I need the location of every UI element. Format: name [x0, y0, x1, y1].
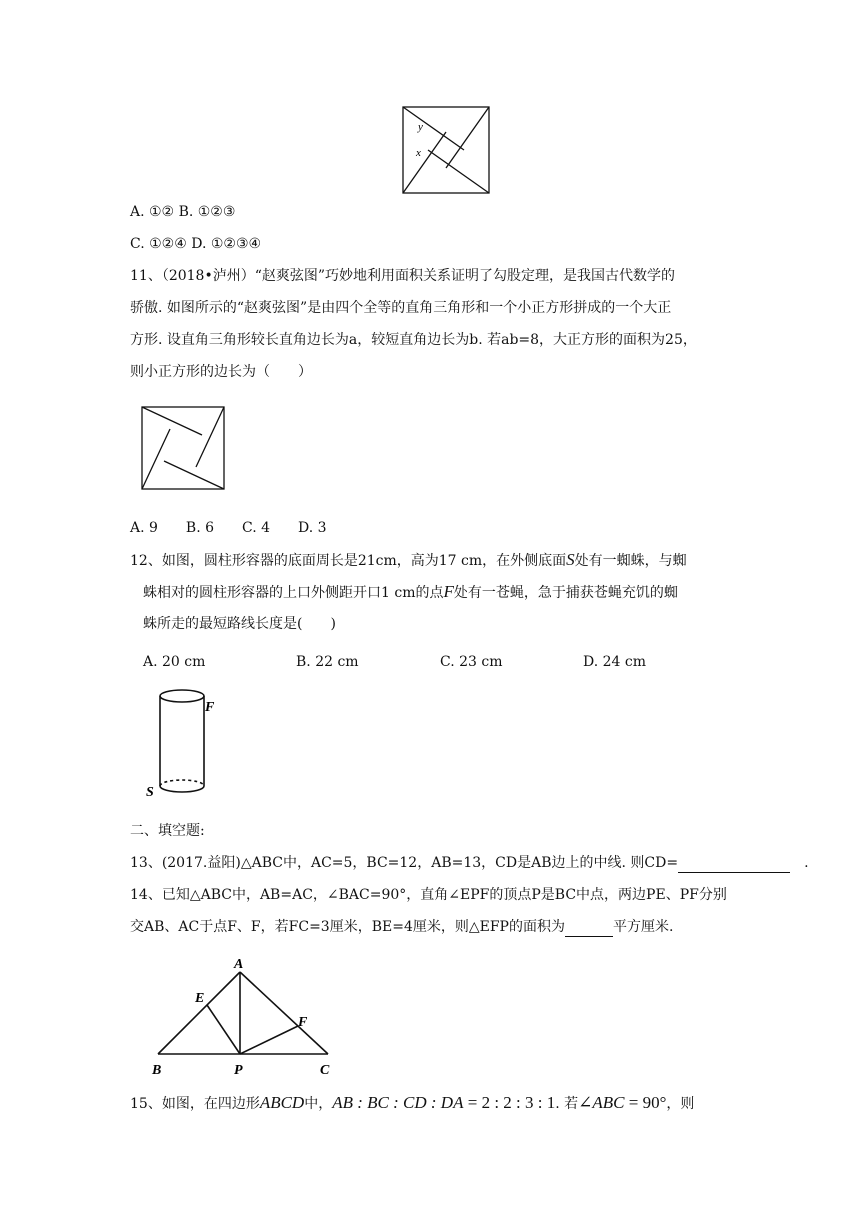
q12-line1-b: 处有一蜘蛛，与蜘: [574, 553, 687, 569]
q15-mid: 中，: [304, 1096, 333, 1112]
q15-ratio-rhs: = 2 : 2 : 3 : 1: [463, 1093, 556, 1112]
cylinder-figure: [142, 684, 226, 804]
q12-option-c: C. 23 cm: [440, 654, 503, 670]
q14-line1: 14、已知△ABC中，AB=AC，∠BAC=90°，直角∠EPF的顶点P是BC中点，两边PE、PF分别: [130, 887, 727, 903]
q10-options-row1: A. ①② B. ①②③: [130, 204, 236, 220]
cylinder-label-f: F: [205, 700, 215, 715]
vertex-p: P: [234, 1063, 243, 1078]
q13-end: .: [804, 855, 809, 871]
q15-cond-prefix: . 若: [555, 1096, 579, 1112]
q14-line2-a: 交AB、AC于点F、F，若FC=3厘米，BE=4厘米，则△EFP的面积为: [130, 919, 565, 935]
triangle-abc-figure: [148, 952, 338, 1078]
q11-line4: 则小正方形的边长为（ ）: [130, 364, 312, 380]
q12-option-b: B. 22 cm: [296, 654, 359, 670]
q11-line3: 方形. 设直角三角形较长直角边长为a，较短直角边长为b. 若ab=8，大正方形的面积为25，: [130, 332, 697, 348]
q15-angle-val: = 90°: [624, 1093, 667, 1112]
vertex-a: A: [234, 957, 244, 972]
q14-line2: [130, 917, 673, 937]
var-s: S: [566, 550, 575, 569]
pinwheel-square-figure: [400, 104, 492, 196]
label-x: x: [416, 147, 421, 159]
q12-line2: [143, 582, 678, 603]
vertex-f: F: [298, 1015, 308, 1030]
q12-line1: [130, 550, 687, 571]
q12-line3: 蛛所走的最短路线长度是( ): [143, 616, 336, 632]
q13-line: [130, 853, 809, 873]
q12-line1-a: 12、如图，圆柱形容器的底面周长是21cm，高为17 cm，在外侧底面: [130, 553, 567, 569]
q15-prefix: 15、如图，在四边形: [130, 1096, 260, 1112]
q15-quad: ABCD: [259, 1093, 305, 1112]
zhao-shuang-figure: [140, 405, 226, 491]
section-fill-in-title: 二、填空题:: [130, 823, 205, 839]
q12-line2-b: 处有一苍蝇，急于捕获苍蝇充饥的蜘: [453, 585, 678, 601]
q15-ratio-lhs: AB : BC : CD : DA: [332, 1093, 464, 1112]
q11-line2: 骄傲. 如图所示的“赵爽弦图”是由四个全等的直角三角形和一个小正方形拼成的一个大正: [130, 300, 672, 316]
label-y: y: [418, 121, 423, 133]
q12-option-d: D. 24 cm: [583, 654, 647, 670]
q13-answer-blank[interactable]: [678, 854, 790, 873]
q10-options-row2: C. ①②④ D. ①②③④: [130, 236, 262, 252]
vertex-c: C: [320, 1063, 330, 1078]
q15-angle: ∠ABC: [578, 1093, 625, 1112]
q13-text: 13、(2017.益阳)△ABC中，AC=5，BC=12，AB=13，CD是AB边上的中线. 则CD=: [130, 855, 679, 871]
q14-line2-b: 平方厘米.: [612, 919, 674, 935]
var-f: F: [443, 582, 454, 601]
cylinder-label-s: S: [146, 785, 154, 800]
q11-line1: 11、（2018•泸州）“赵爽弦图”巧妙地利用面积关系证明了勾股定理，是我国古代数学的: [130, 268, 676, 284]
q15-end: ，则: [666, 1096, 695, 1112]
q11-options: A. 9 B. 6 C. 4 D. 3: [130, 520, 327, 536]
vertex-b: B: [152, 1063, 162, 1078]
q15-line1: [130, 1091, 694, 1116]
q14-answer-blank[interactable]: [565, 918, 613, 937]
q12-option-a: A. 20 cm: [143, 654, 206, 670]
q12-line2-a: 蛛相对的圆柱形容器的上口外侧距开口1 cm的点: [143, 585, 444, 601]
vertex-e: E: [195, 991, 205, 1006]
